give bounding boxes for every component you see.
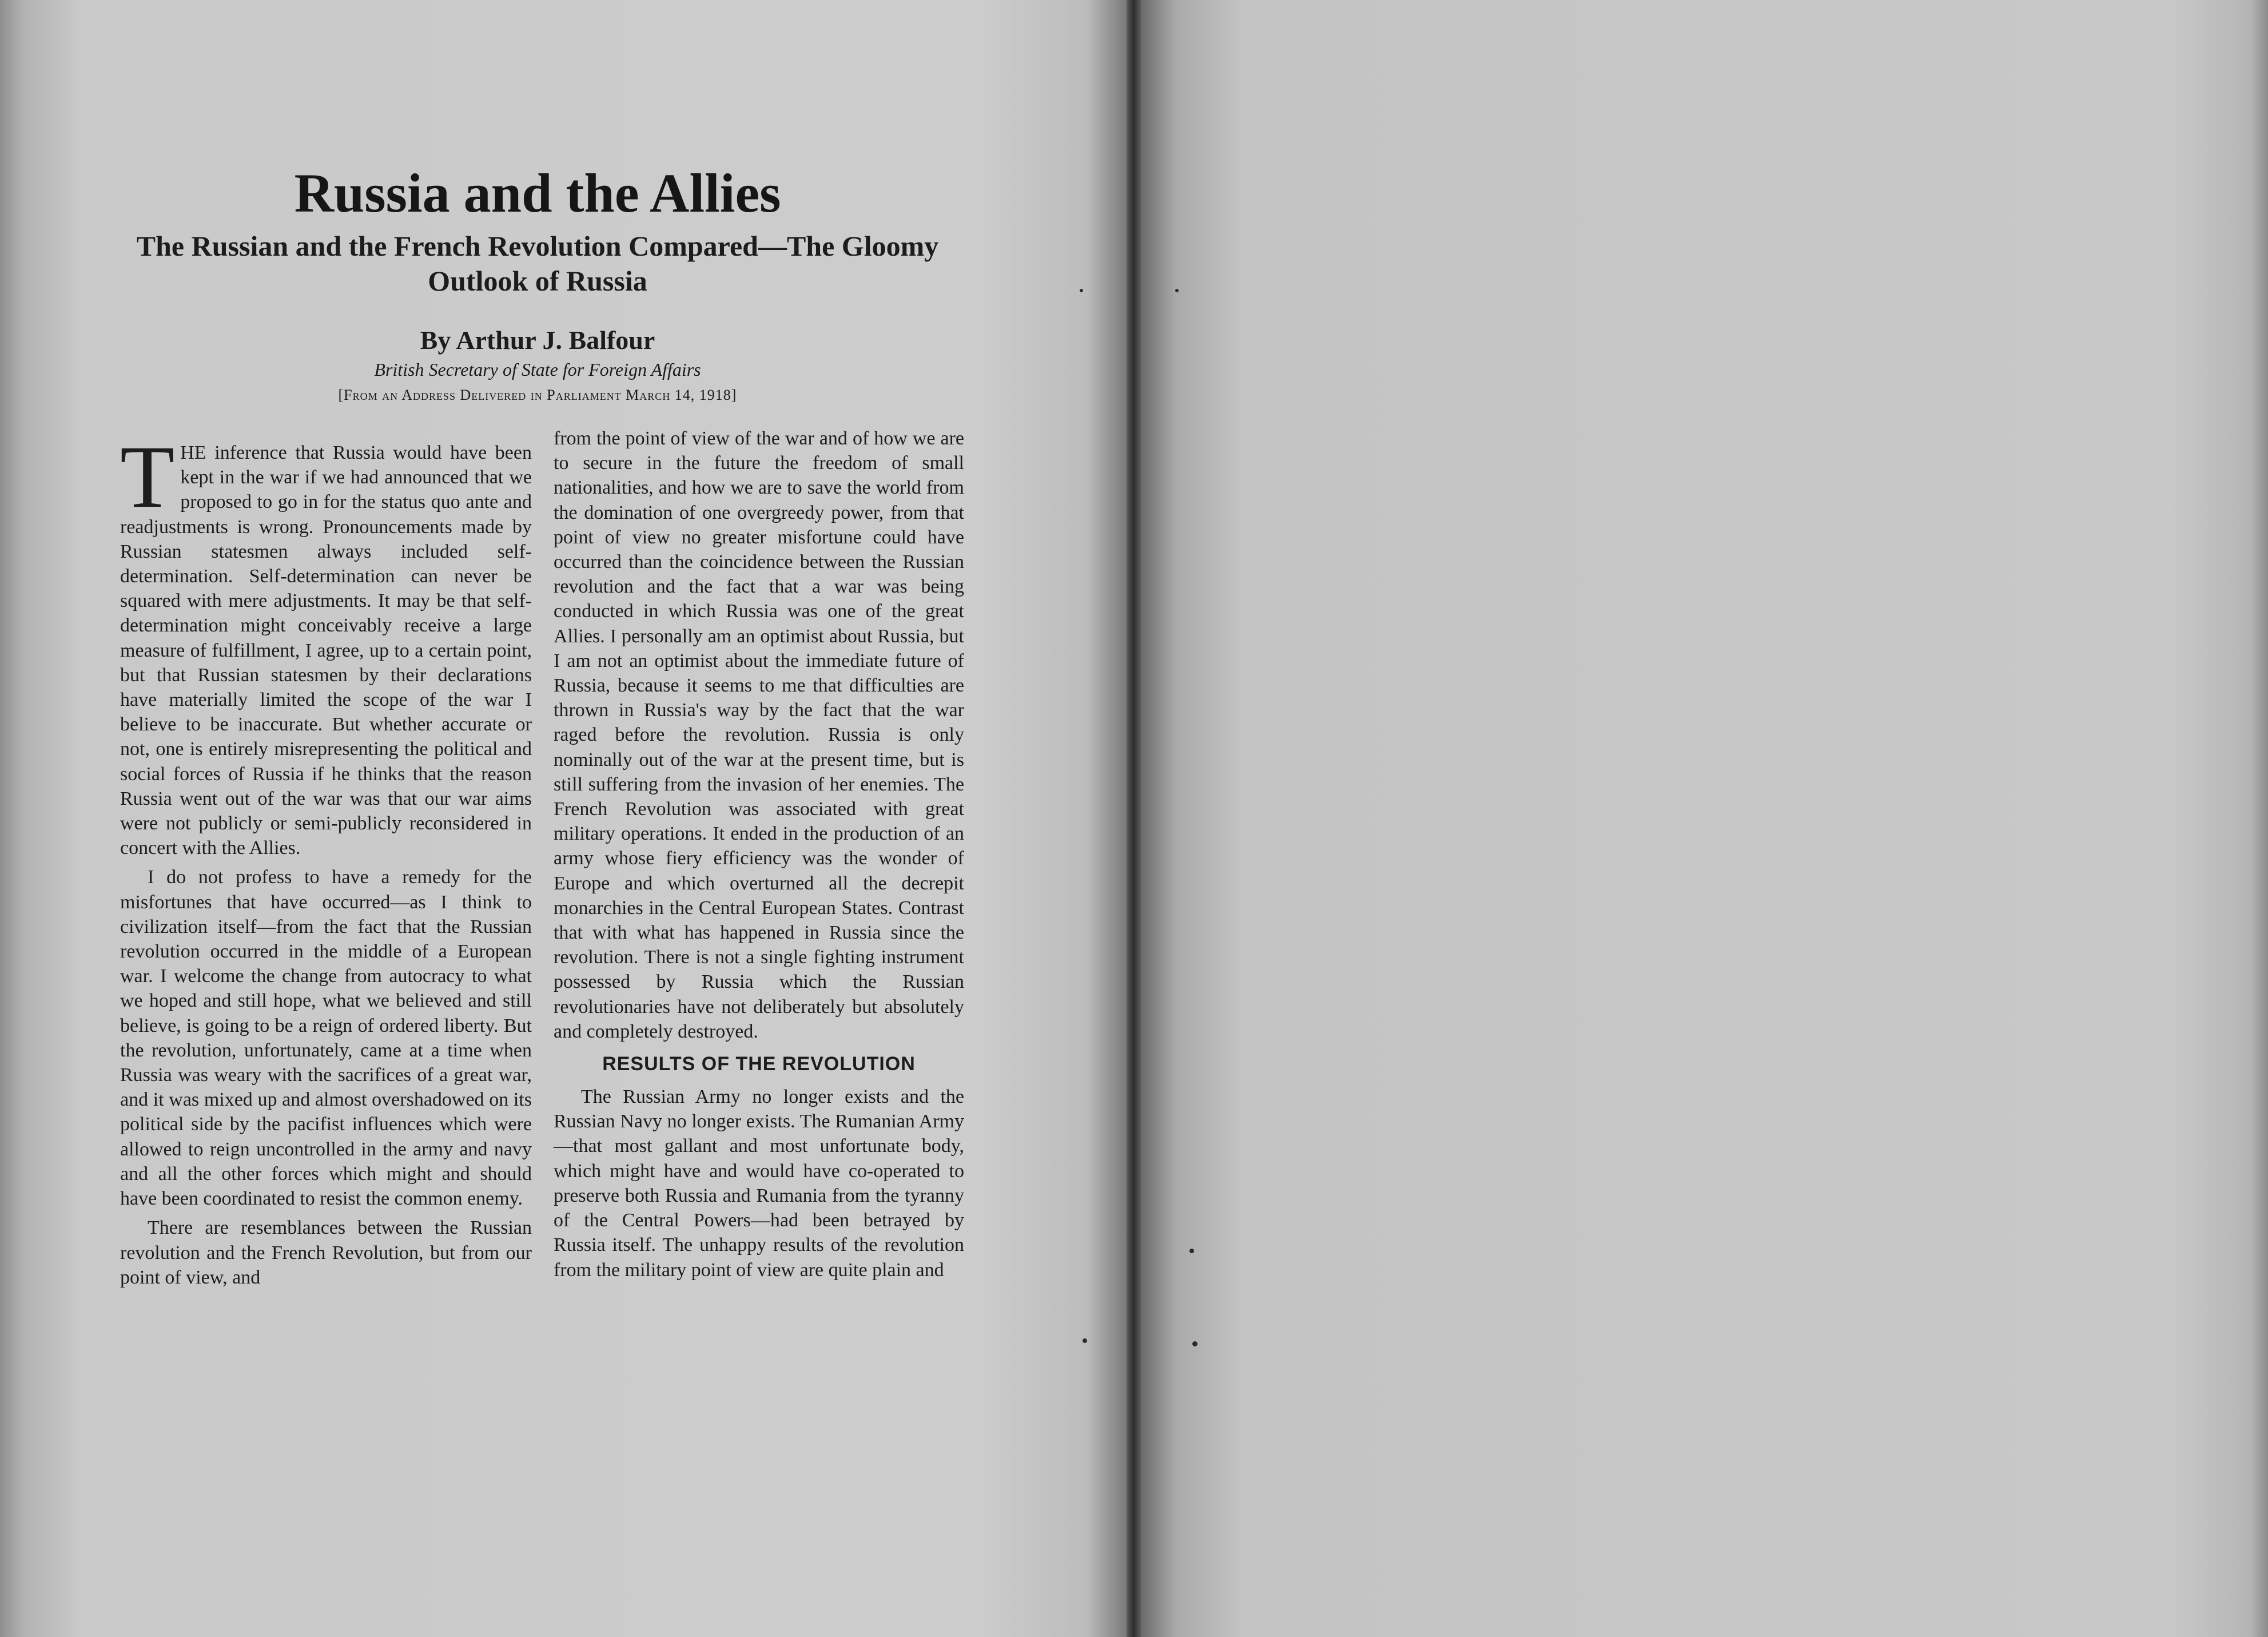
print-speck <box>1189 1249 1194 1253</box>
print-speck <box>1175 289 1179 292</box>
paragraph: There are resemblances between the Russian revolution and the French Revolution, but from our point of view, and <box>120 1217 532 1288</box>
print-speck <box>1192 1341 1197 1346</box>
right-page <box>1141 0 2268 1637</box>
article-title: Russia and the Allies <box>294 162 781 224</box>
author-role: British Secretary of State for Foreign Affairs <box>374 359 701 380</box>
print-speck <box>1083 1338 1087 1343</box>
text-column-1 <box>120 427 532 1290</box>
article-subtitle: The Russian and the French Revolution Compared—The Gloomy Outlook of Russia <box>136 230 939 297</box>
paragraph: from the point of view of the war and of how we are to secure in the future the freedom of small nationalities, and how we are to save the world from the domination of one overgreedy power, from that point of view no greater misfortune could have occurred than the coincidence between the Russian revolution and the fact that a war was being conducted in which Russia was one of the great Allies. I personally am an optimist about Russia, but I am not an optimist about the immediate future of Russia, because it seems to me that difficulties are thrown in Russia's way by the fact that the war raged before the revolution. Russia is only nominally out of the war at the present time, but is still suffering from the invasion of her enemies. The French Revolution was associated with great military operations. It ended in the production of an army whose fiery efficiency was the wonder of Europe and which overturned all the decrepit monarchies in the Central European States. Contrast that with what has happened in Russia since the revolution. There is not a single fighting instrument possessed by Russia which the Russian revolutionaries have not deliberately but absolutely and completely destroyed. <box>554 428 964 1042</box>
book-gutter <box>1127 0 1141 1637</box>
left-page <box>0 0 1127 1637</box>
text-column-2 <box>554 426 964 1282</box>
print-speck <box>1080 289 1083 292</box>
paragraph <box>120 427 532 860</box>
source-note: [From an Address Delivered in Parliament March 14, 1918] <box>338 387 737 403</box>
paragraph: The Russian Army no longer exists and the Russian Navy no longer exists. The Rumanian Army—that most gallant and most unfortunate body, which might have and would have co-operated to preserve both Russia and Rumania from the tyranny of the Central Powers—had been betrayed by Russia itself. The unhappy results of the revolution from the military point of view are quite plain and <box>554 1086 964 1281</box>
byline: By Arthur J. Balfour <box>420 325 655 355</box>
paragraph: I do not profess to have a remedy for the misfortunes that have occurred—as I think to civilization itself—from the fact that the Russian revolution occurred in the middle of a European war. I welcome the change from autocracy to what we hoped and still hope, what we believed and still believe, is going to be a reign of ordered liberty. But the revolution, unfortunately, came at a time when Russia was weary with the sacrifices of a great war, and it was mixed up and almost overshadowed on its political side by the pacifist influences which were allowed to reign uncontrolled in the army and navy and all the other forces which might and should have been coordinated to resist the common enemy. <box>120 867 532 1210</box>
drop-cap: T <box>120 427 175 526</box>
section-heading: RESULTS OF THE REVOLUTION <box>602 1053 916 1075</box>
paragraph-text: HE inference that Russia would have been kept in the war if we had announced that we proposed to go in for the status quo ante and readjustments is wrong. Pronouncements made by Russian statesmen always included self-determination. Self-determination can never be squared with mere adjustments. It may be that self-determination might conceivably receive a large measure of fulfillment, I agree, up to a certain point, but that Russian statesmen by their declarations have materially limited the scope of the war I believe to be inaccurate. But whether accurate or not, one is entirely misrepresenting the political and social forces of Russia if he thinks that the reason Russia went out of the war was that our war aims were not publicly or semi-publicly reconsidered in concert with the Allies. <box>120 442 532 859</box>
